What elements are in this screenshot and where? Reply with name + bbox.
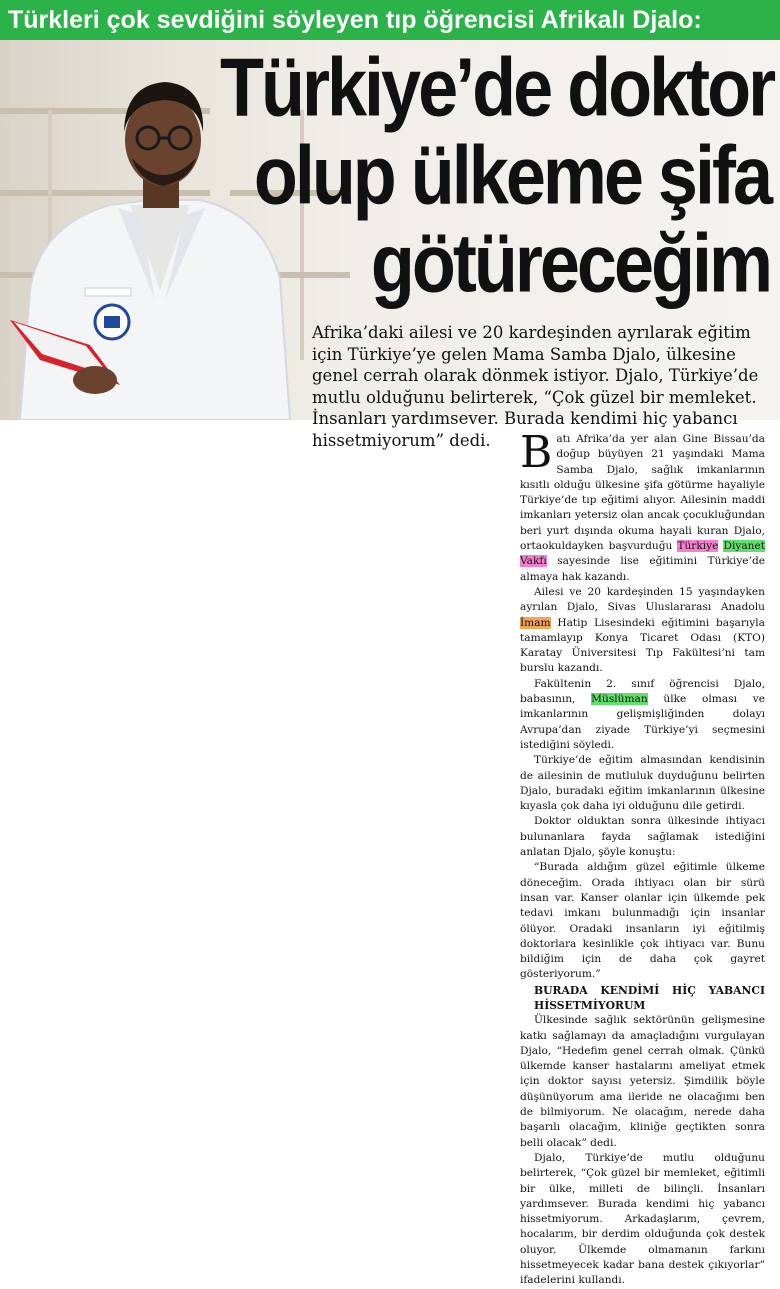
p2-text-a: Ailesi ve 20 kardeşinden 15 yaşındayken ayrılan Djalo, Sivas Uluslararası Anadolu [520, 585, 765, 614]
kicker-bar [0, 0, 780, 40]
headline-line-3: götüreceğim [370, 218, 770, 310]
highlight-turkiye: Türkiye [677, 540, 719, 553]
body-paragraph-3 [520, 677, 765, 753]
headline-line-1: Türkiye’de doktor [220, 42, 774, 134]
body-paragraph-6: “Burada aldığım güzel eğitimle ülkeme döneceğim. Orada ihtiyacı olan bir sürü insan var. Kanser olanlar için ülkemde pek tedavi imkanı bulunmadığı için insanlar ölüyor. Oradaki insanların iyi eğitilmiş doktorlara kesinlikle çok ihtiyacı var. Bunu bildiğim için de daha çok gayret gösteriyorum.” [520, 861, 765, 981]
kicker-text: Türkleri çok sevdiğini söyleyen tıp öğrencisi Afrikalı Djalo: [8, 6, 702, 34]
body-paragraph-2 [520, 585, 765, 677]
p3-text-a: Fakültenin 2. sınıf öğrencisi Djalo, babasının, [520, 677, 765, 706]
body-paragraph-4: Türkiye’de eğitim almasından kendisinin de ailesinin de mutluluk duyduğunu belirten Djalo, buradaki eğitim imkanlarının ülkesine kıyasla çok daha iyi olduğunu dile getirdi. [520, 754, 765, 813]
highlight-vakfi: Vakfı [520, 555, 547, 568]
headline [220, 42, 774, 310]
body-paragraph-8: Djalo, Türkiye’de mutlu olduğunu belirterek, “Çok güzel bir memleket, eğitimli bir ülke, milleti de bilinçli. İnsanları yardımsever. Burada kendimi hiç yabancı hissetmiyorum. Arkadaşlarım, çevrem, hocalarım, bir derdim olduğunda çok destek oluyor. Ülkemde olmamanın farkını hissetmeyecek kadar bana destek çıkıyorlar” ifadelerini kullandı. [520, 1151, 765, 1287]
p1-text-b: sayesinde lise eğitimini Türkiye’de almaya hak kazandı. [520, 555, 765, 583]
p2-text-b: Hatip Lisesindeki eğitimini başarıyla tamamlayıp Konya Ticaret Odası (KTO) Karatay Üniversitesi Tıp Fakültesi’ni tam burslu kazandı. [520, 616, 765, 675]
body-paragraph-1 [520, 427, 766, 585]
drop-cap: B [520, 427, 553, 478]
body-paragraph-7: Ülkesinde sağlık sektörünün gelişmesine katkı sağlamayı da amaçladığını vurgulayan Djalo, “Hedefim genel cerrah olmak. Çünkü ülkemde kanser hastalarını ameliyat etmek için doktor sayısı yetersiz. Şimdilik böyle düşünüyorum ama ileride ne olacağımı ben de bilmiyorum. Ne olacağım, nerede daha başarılı olacağım, kliniğe geçtikten sonra belli olacak” dedi. [520, 1014, 765, 1149]
highlight-diyanet: Diyanet [723, 540, 766, 553]
p1-text-a: atı Afrika’da yer alan Gine Bissau’da doğup büyüyen 21 yaşındaki Mama Samba Djalo, sağlık imkanlarının kısıtlı olduğu ülkesine şifa götürme hayaliyle Türkiye’de tıp eğitimi alıyor. Ailesinin maddi imkanları yetersiz olan ancak çocukluğundan beri yurt dışında okuma hayali kuran Djalo, ortaokuldayken başvurduğu [520, 433, 765, 553]
body-paragraph-5: Doktor olduktan sonra ülkesinde ihtiyacı bulunanlara fayda sağlamak istediğini anlatan Djalo, şöyle konuştu: [520, 815, 765, 859]
p3-text-b: ülke olması ve imkanlarının gelişmişliğinden dolayı Avrupa’dan ziyade Türkiye’yi seçmesini istediğini söyledi. [520, 693, 765, 751]
lead-paragraph: Afrika’daki ailesi ve 20 kardeşinden ayrılarak eğitim için Türkiye’ye gelen Mama Samba Djalo, ülkesine genel cerrah olarak dönmek istiyor. Djalo, Türkiye’de mutlu olduğunu belirterek, “Çok güzel bir memleket. İnsanları yardımsever. Burada kendimi hiç yabancı hissetmiyorum” dedi. [312, 323, 759, 450]
highlight-imam: İmam [520, 616, 551, 629]
highlight-musluman: Müslüman [591, 693, 648, 706]
subheading: BURADA KENDİMİ HİÇ YABANCI HİSSETMİYORUM [534, 983, 765, 1012]
headline-line-2: olup ülkeme şifa [253, 130, 770, 222]
article-body [520, 427, 766, 1289]
